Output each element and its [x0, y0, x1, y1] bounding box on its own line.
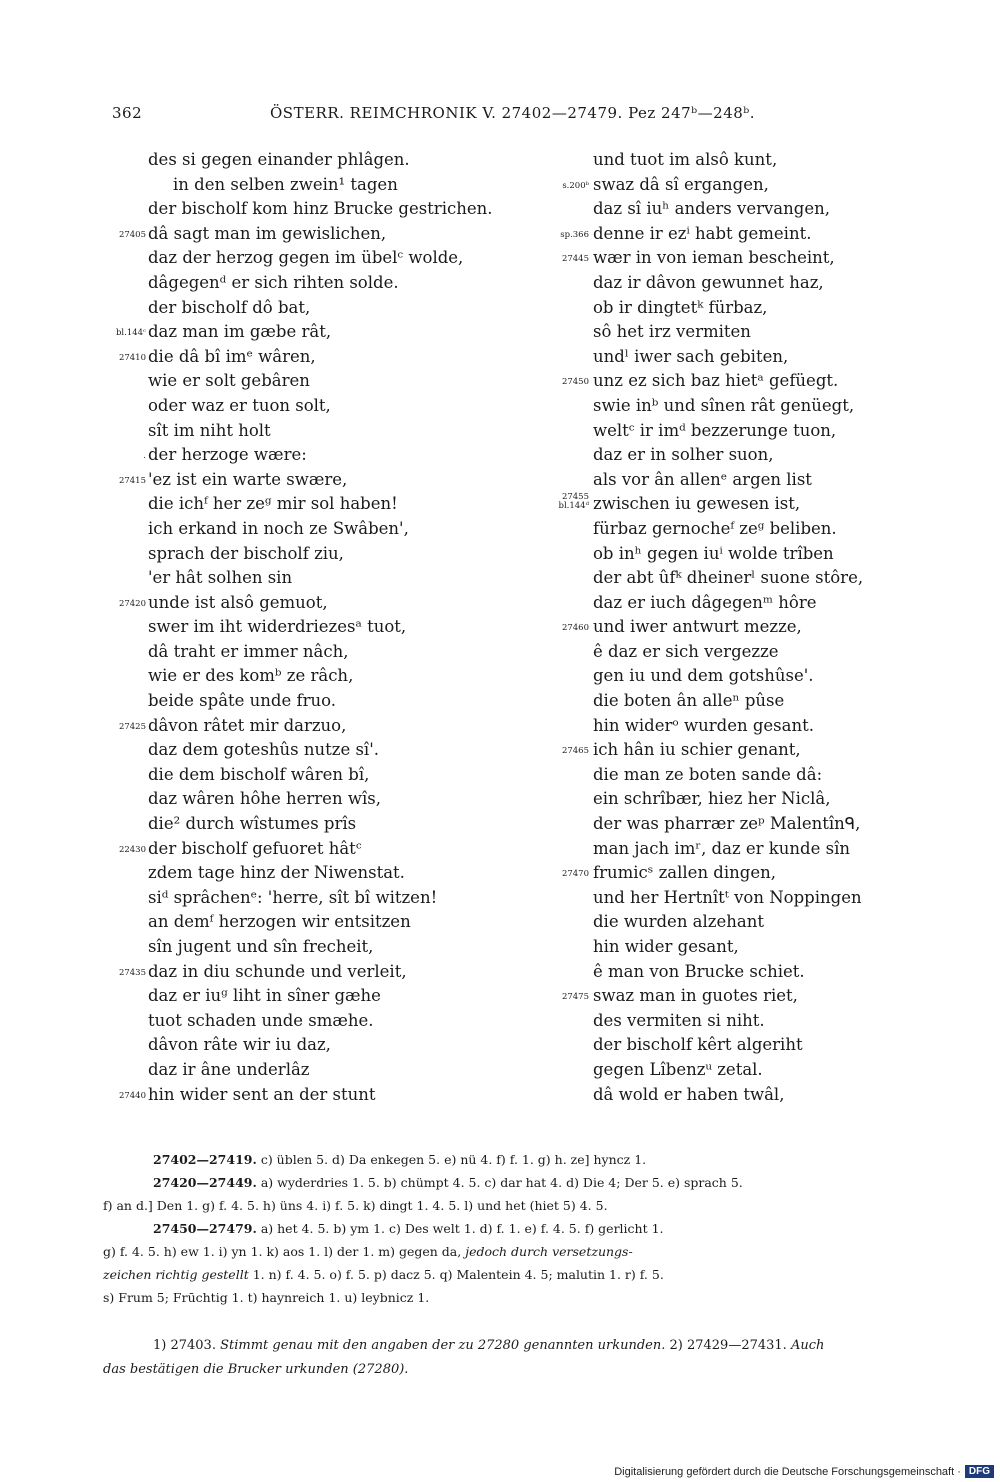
verse-text: dâ wold er haben twâl,: [593, 1084, 785, 1104]
verse-text: daz sî iuʰ anders vervangen,: [593, 199, 830, 219]
verse-line: [148, 394, 568, 419]
verse-text: an demᶠ herzogen wir entsitzen: [148, 912, 411, 932]
verse-line: [148, 271, 568, 296]
verse-line: [593, 394, 973, 419]
verse-line: [148, 492, 568, 517]
running-title: ÖSTERR. REIMCHRONIK V. 27402—27479. Pez 247ᵇ—248ᵇ.: [270, 104, 756, 122]
verse-line: [593, 837, 973, 862]
line-number: 27460: [561, 623, 589, 634]
verse-line: [593, 542, 973, 567]
verse-line: [148, 1009, 568, 1034]
verse-text: der bischolf kêrt algeriht: [593, 1035, 803, 1055]
verse-line: [118, 714, 568, 739]
verse-text: oder waz er tuon solt,: [148, 395, 331, 415]
line-number: 27415: [118, 475, 146, 486]
verse-text: ob inʰ gegen iuⁱ wolde trîben: [593, 543, 834, 563]
verse-line: [593, 689, 973, 714]
verse-line: [593, 591, 973, 616]
verse-line: [148, 419, 568, 444]
verse-text: frumicˢ zallen dingen,: [593, 863, 776, 883]
verse-text: der bischolf kom hinz Brucke gestrichen.: [148, 199, 493, 219]
verse-column-left: [115, 148, 568, 1107]
verse-text: sô het irz vermiten: [593, 322, 751, 342]
verse-line: [115, 320, 568, 345]
verse-text: die man ze boten sande dâ:: [593, 764, 823, 784]
line-number: 27425: [118, 721, 146, 732]
verse-line: [148, 640, 568, 665]
verse-line: [148, 148, 568, 173]
footnote-line: [103, 1334, 965, 1358]
verse-text: die wurden alzehant: [593, 912, 764, 932]
verse-line: [593, 1009, 973, 1034]
verse-text: daz der herzog gegen im übelᶜ wolde,: [148, 248, 464, 268]
verse-text: unde ist alsô gemuot,: [148, 592, 328, 612]
verse-text: wie er des komᵇ ze râch,: [148, 666, 354, 686]
verse-text: hin wider gesant,: [593, 937, 739, 956]
verse-text: die ichᶠ her zeᵍ mir sol haben!: [148, 494, 398, 514]
verse-line: [561, 984, 973, 1009]
footnote-number: 2) 27429—27431.: [665, 1338, 787, 1353]
apparatus-line: [103, 1148, 965, 1171]
verse-line: [561, 369, 973, 394]
apparatus-text: f) an d.] Den 1. g) f. 4. 5. h) üns 4. i) f. 5. k) dingt 1. 4. 5. l) und het (hiet 5) 4. 5.: [103, 1198, 608, 1213]
line-number: sp.366: [560, 229, 589, 240]
verse-text: zdem tage hinz der Niwenstat.: [148, 863, 405, 883]
verse-line: [143, 443, 568, 468]
verse-text: fürbaz gernocheᶠ zeᵍ beliben.: [593, 518, 837, 538]
verse-text: der was pharrær zeᵖ Malentînᑫ,: [593, 814, 861, 834]
verse-text: sît im niht holt: [148, 420, 271, 440]
verse-text: gegen Lîbenzᵘ zetal.: [593, 1059, 763, 1079]
verse-text: swer im iht widerdriezesᵃ tuot,: [148, 617, 407, 637]
verse-text: gen iu und dem gotshûse'.: [593, 666, 814, 686]
apparatus-text: 1. n) f. 4. 5. o) f. 5. p) dacz 5. q) Malentein 4. 5; malutin 1. r) f. 5.: [248, 1267, 664, 1282]
verse-line: [593, 419, 973, 444]
verse-text: dâvon râte wir iu daz,: [148, 1035, 331, 1055]
verse-text: die² durch wîstumes prîs: [148, 814, 357, 834]
verse-text: daz ir âne underlâz: [148, 1059, 310, 1079]
dfg-logo: DFG: [965, 1465, 994, 1478]
verse-text: des si gegen einander phlâgen.: [148, 150, 410, 169]
verse-line: [558, 492, 973, 517]
verse-text: hin widerᵒ wurden gesant.: [593, 715, 814, 735]
apparatus-range: 27402—27419.: [153, 1152, 257, 1167]
verse-text: daz er iuch dâgegenᵐ hôre: [593, 592, 817, 612]
verse-text: tuot schaden unde smæhe.: [148, 1010, 374, 1030]
verse-line: [593, 1083, 973, 1108]
apparatus-line: [103, 1194, 965, 1217]
verse-line: [561, 246, 973, 271]
footnote-text: Auch: [786, 1338, 825, 1353]
line-number: 27410: [118, 352, 146, 363]
verse-text: der herzoge wære:: [148, 445, 307, 465]
verse-line: [593, 345, 973, 370]
verse-line: [118, 960, 568, 985]
verse-line: [593, 468, 973, 493]
verse-text: der abt ûfᵏ dheinerˡ suone stôre,: [593, 568, 864, 588]
apparatus-text: c) üblen 5. d) Da enkegen 5. e) nü 4. f) f. 1. g) h. ze] hyncz 1.: [260, 1152, 647, 1167]
verse-line: [118, 837, 568, 862]
verse-line: [148, 689, 568, 714]
verse-line: [148, 246, 568, 271]
verse-text: dâ traht er immer nâch,: [148, 641, 349, 661]
line-number: 27435: [118, 967, 146, 978]
verse-text: swaz man in guotes riet,: [593, 986, 798, 1006]
line-number: .: [143, 451, 146, 462]
verse-text: man jach imʳ, daz er kunde sîn: [593, 838, 850, 858]
apparatus-line: [103, 1217, 965, 1240]
verse-line: [593, 1033, 973, 1058]
verse-text: wær in von ieman bescheint,: [593, 248, 835, 268]
line-number: 27475: [561, 992, 589, 1003]
verse-text: swie inᵇ und sînen rât genüegt,: [593, 395, 855, 415]
verse-line: [148, 369, 568, 394]
verse-text: swaz dâ sî ergangen,: [593, 174, 769, 194]
verse-line: [148, 812, 568, 837]
verse-text: der bischolf gefuoret hâtᶜ: [148, 838, 362, 858]
verse-line: [593, 443, 973, 468]
line-number: bl.144ᶜ: [115, 328, 146, 339]
verse-text: in den selben zwein¹ tagen: [173, 174, 398, 194]
verse-line: [593, 1058, 973, 1083]
verse-text: ich erkand in noch ze Swâben',: [148, 518, 409, 538]
verse-line: [593, 296, 973, 321]
verse-line: [593, 566, 973, 591]
verse-text: die dem bischolf wâren bî,: [148, 764, 370, 784]
verse-line: [148, 886, 568, 911]
verse-text: ich hân iu schier genant,: [593, 740, 801, 760]
verse-line: [148, 910, 568, 935]
verse-text: 'ez ist ein warte swære,: [148, 469, 348, 489]
verse-line: [593, 664, 973, 689]
verse-line: [148, 542, 568, 567]
verse-line: [148, 173, 568, 198]
verse-text: weltᶜ ir imᵈ bezzerunge tuon,: [593, 420, 837, 440]
line-number: 27465: [561, 746, 589, 757]
verse-line: [593, 197, 973, 222]
verse-line: [561, 861, 973, 886]
footnote-text: Stimmt genau mit den angaben der zu 27280 genannten urkunden.: [215, 1338, 666, 1353]
verse-text: hin wider sent an der stunt: [148, 1084, 376, 1104]
verse-line: [593, 787, 973, 812]
line-number: 27470: [561, 869, 589, 880]
verse-line: [593, 320, 973, 345]
line-number: 27440: [118, 1090, 146, 1101]
line-number: 27420: [118, 598, 146, 609]
verse-line: [118, 1083, 568, 1108]
verse-text: dâ sagt man im gewislichen,: [148, 223, 387, 243]
verse-column-right: [558, 148, 973, 1107]
verse-line: [593, 935, 973, 960]
line-number: 27450: [561, 377, 589, 388]
verse-line: [148, 984, 568, 1009]
apparatus-line: [103, 1263, 965, 1286]
footnotes: [103, 1334, 965, 1382]
verse-text: daz wâren hôhe herren wîs,: [148, 789, 381, 809]
verse-text: daz dem goteshûs nutze sî'.: [148, 740, 379, 760]
apparatus-range: 27450—27479.: [153, 1221, 257, 1236]
line-number: 22430: [118, 844, 146, 855]
verse-line: [148, 1058, 568, 1083]
verse-text: sîn jugent und sîn frecheit,: [148, 937, 374, 956]
footnote-text: das bestätigen die Brucker urkunden (27280).: [103, 1362, 409, 1377]
verse-text: denne ir ezⁱ habt gemeint.: [593, 223, 812, 243]
footnote-line: [103, 1358, 965, 1382]
verse-text: siᵈ sprâchenᵉ: 'herre, sît bî witzen!: [148, 887, 438, 907]
apparatus-italic: jedoch durch versetzungs-: [461, 1244, 633, 1259]
verse-line: [118, 222, 568, 247]
verse-text: und iwer antwurt mezze,: [593, 617, 802, 637]
verse-line: [560, 222, 973, 247]
verse-text: ob ir dingtetᵏ fürbaz,: [593, 297, 768, 317]
verse-line: [148, 935, 568, 960]
verse-text: und her Hertnîtᵗ von Noppingen: [593, 887, 862, 907]
verse-line: [593, 517, 973, 542]
verse-line: [118, 468, 568, 493]
verse-line: [118, 345, 568, 370]
verse-text: beide spâte unde fruo.: [148, 691, 337, 711]
apparatus-text: a) wyderdries 1. 5. b) chümpt 4. 5. c) dar hat 4. d) Die 4; Der 5. e) sprach 5.: [260, 1175, 743, 1190]
verse-line: [593, 714, 973, 739]
verse-text: 'er hât solhen sin: [148, 568, 293, 588]
verse-text: daz man im gæbe rât,: [148, 322, 332, 342]
verse-line: [148, 763, 568, 788]
apparatus-text: s) Frum 5; Frūchtig 1. t) haynreich 1. u) leybnicz 1.: [103, 1290, 430, 1305]
apparatus-text: g) f. 4. 5. h) ew 1. i) yn 1. k) aos 1. l) der 1. m) gegen da,: [103, 1244, 462, 1259]
apparatus-line: [103, 1286, 965, 1309]
verse-text: der bischolf dô bat,: [148, 297, 311, 317]
verse-text: ê daz er sich vergezze: [593, 641, 779, 661]
apparatus-italic: zeichen richtig gestellt: [103, 1267, 249, 1282]
critical-apparatus: [103, 1148, 965, 1309]
verse-text: daz in diu schunde und verleit,: [148, 961, 407, 981]
verse-line: [148, 296, 568, 321]
verse-text: die boten ân alleⁿ pûse: [593, 691, 785, 711]
apparatus-line: [103, 1240, 965, 1263]
apparatus-range: 27420—27449.: [153, 1175, 257, 1190]
verse-text: als vor ân allenᵉ argen list: [593, 469, 812, 489]
footnote-number: 1) 27403.: [153, 1338, 216, 1353]
verse-line: [148, 615, 568, 640]
verse-line: [148, 197, 568, 222]
verse-text: daz er iuᵍ liht in sîner gæhe: [148, 986, 381, 1006]
verse-text: die dâ bî imᵉ wâren,: [148, 346, 316, 366]
verse-line: [562, 173, 973, 198]
page-number: 362: [112, 104, 143, 122]
verse-line: [593, 148, 973, 173]
verse-line: [148, 517, 568, 542]
verse-text: daz ir dâvon gewunnet haz,: [593, 272, 824, 292]
line-number: 27445: [561, 254, 589, 265]
verse-text: des vermiten si niht.: [593, 1010, 765, 1030]
digitization-credit: [614, 1465, 994, 1478]
verse-line: [148, 1033, 568, 1058]
verse-line: [148, 566, 568, 591]
verse-line: [561, 738, 973, 763]
verse-line: [593, 271, 973, 296]
line-number: s.200ᵇ: [562, 180, 589, 191]
verse-line: [148, 861, 568, 886]
verse-text: ein schrîbær, hiez her Niclâ,: [593, 789, 831, 809]
verse-line: [148, 664, 568, 689]
verse-line: [148, 787, 568, 812]
verse-line: [561, 615, 973, 640]
verse-line: [593, 960, 973, 985]
verse-line: [118, 591, 568, 616]
verse-text: ê man von Brucke schiet.: [593, 961, 805, 981]
verse-line: [593, 812, 973, 837]
apparatus-line: [103, 1171, 965, 1194]
verse-text: und tuot im alsô kunt,: [593, 150, 778, 169]
verse-text: daz er in solher suon,: [593, 445, 774, 465]
verse-line: [593, 640, 973, 665]
verse-text: dâgegenᵈ er sich rihten solde.: [148, 272, 399, 292]
credit-text: Digitalisierung gefördert durch die Deutsche Forschungsgemeinschaft ·: [614, 1465, 961, 1478]
verse-text: undˡ iwer sach gebiten,: [593, 346, 789, 366]
verse-line: [593, 886, 973, 911]
verse-line: [148, 738, 568, 763]
verse-line: [593, 763, 973, 788]
verse-text: zwischen iu gewesen ist,: [593, 494, 801, 514]
apparatus-text: a) het 4. 5. b) ym 1. c) Des welt 1. d) f. 1. e) f. 4. 5. f) gerlicht 1.: [260, 1221, 664, 1236]
verse-text: dâvon râtet mir darzuo,: [148, 715, 347, 735]
verse-line: [593, 910, 973, 935]
line-number: 27455 bl.144ᵈ: [558, 492, 589, 512]
verse-text: sprach der bischolf ziu,: [148, 543, 344, 563]
verse-text: unz ez sich baz hietᵃ gefüegt.: [593, 371, 839, 391]
line-number: 27405: [118, 229, 146, 240]
verse-text: wie er solt gebâren: [148, 371, 310, 391]
